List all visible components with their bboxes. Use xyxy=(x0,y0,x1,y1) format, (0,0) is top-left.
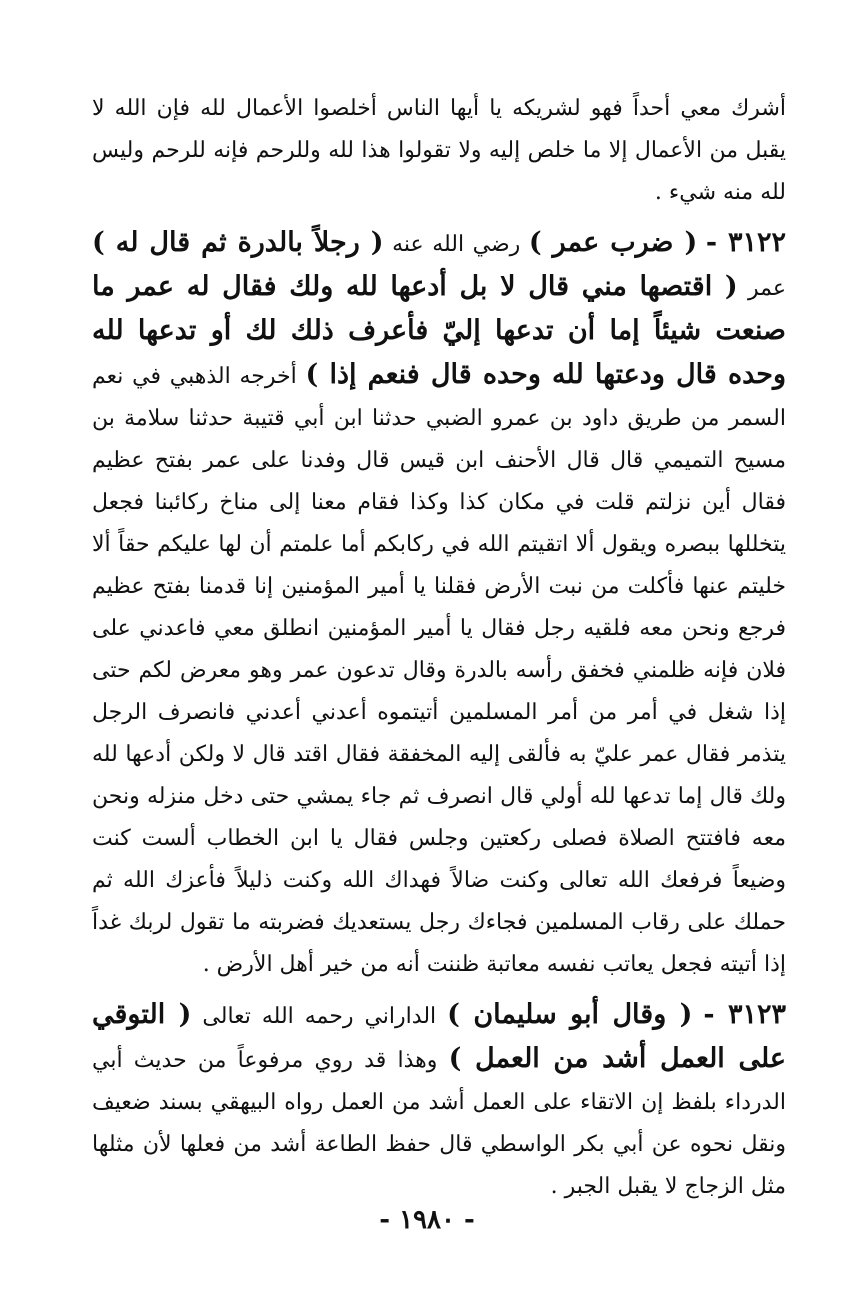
entry-text: رضي الله عنه xyxy=(392,232,521,257)
entry-text: عمر xyxy=(748,276,787,301)
entry-number: ٣١٢٣ - xyxy=(703,999,787,1030)
entry-3123 xyxy=(92,994,786,1208)
entry-heading: ( رجلاً بالدرة ثم قال له ) xyxy=(92,227,384,258)
entry-text: الداراني رحمه الله تعالى xyxy=(202,1004,437,1029)
page-number: - ١٩٨٠ - xyxy=(379,1205,475,1235)
entry-quote: ( اقتصها مني قال لا بل أدعها لله ولك فقال له عمر ما صنعت شيئاً إما أن تدعها إليّ فأعرف ذلك لك أو تدعها لله وحده قال ودعتها لله وحده قال فنعم إذا ) xyxy=(92,271,787,390)
continuation-paragraph: أشرك معي أحداً فهو لشريكه يا أيها الناس أخلصوا الأعمال لله فإن الله لا يقبل من الأعمال إلا ما خلص إليه ولا تقولوا هذا لله وللرحم فإنه للرحم وليس لله منه شيء . xyxy=(92,96,786,205)
entry-number: ٣١٢٢ - xyxy=(705,227,787,258)
entry-heading: ( ضرب عمر ) xyxy=(528,227,698,258)
entry-commentary: وهذا قد روي مرفوعاً من حديث أبي الدرداء بلفظ إن الاتقاء على العمل أشد من العمل رواه البيهقي بسند ضعيف ونقل نحوه عن أبي بكر الواسطي قال حفظ الطاعة أشد من فعلها لأن مثلها مثل الزجاج لا يقبل الجبر . xyxy=(92,1048,786,1199)
entry-3122 xyxy=(92,222,786,986)
entry-heading: ( وقال أبو سليمان ) xyxy=(447,999,693,1030)
entry-quote: ( التوقي على العمل أشد من العمل ) xyxy=(92,999,786,1074)
entry-commentary: أخرجه الذهبي في نعم السمر من طريق داود بن عمرو الضبي حدثنا ابن أبي قتيبة حدثنا سلامة بن مسيح التميمي قال قال الأحنف ابن قيس قال وفدنا على عمر بفتح عظيم فقال أين نزلتم قلت في مكان كذا وكذا فقام معنا إلى مناخ ركائبنا فجعل يتخللها ببصره ويقول ألا اتقيتم الله في ركابكم أما علمتم أن لها عليكم حقاً ألا خليتم عنها فأكلت من نبت الأرض فقلنا يا أمير المؤمنين إنا قدمنا بفتح عظيم فرجع ونحن معه فلقيه رجل فقال يا أمير المؤمنين انطلق معي فاعدني على فلان فإنه ظلمني فخفق رأسه بالدرة وقال تدعون عمر وهو معرض لكم حتى إذا شغل في أمر من أمر المسلمين أتيتموه أعدني أعدني فانصرف الرجل يتذمر فقال عمر عليّ به فألقى إليه المخفقة فقال اقتد قال لا ولكن أدعها لله ولك قال إما تدعها لله أولي قال انصرف ثم جاء يمشي حتى دخل منزله ونحن معه فافتتح الصلاة فصلى ركعتين وجلس فقال يا ابن الخطاب ألست كنت وضيعاً فرفعك الله تعالى وكنت ضالاً فهداك الله وكنت ذليلاً فأعزك الله ثم حملك على رقاب المسلمين فجاءك رجل يستعديك فضربته ما تقول لربك غداً إذا أتيته فجعل يعاتب نفسه معاتبة ظننت أنه من خير أهل الأرض . xyxy=(92,364,786,977)
